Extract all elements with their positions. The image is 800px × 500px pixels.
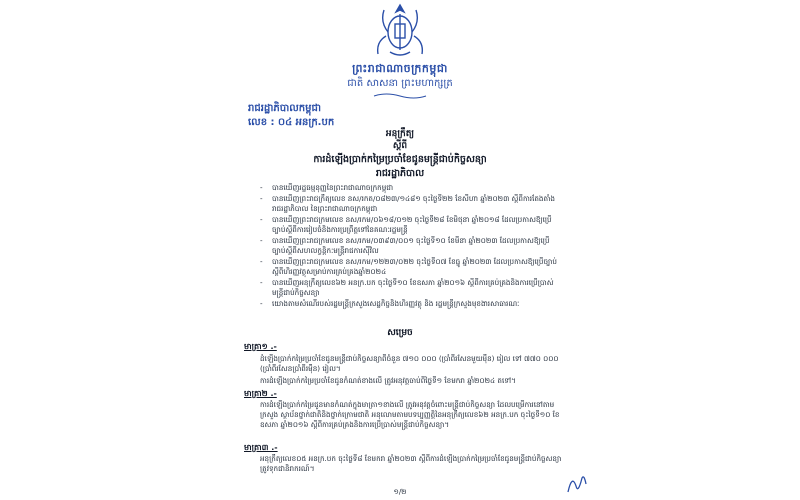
article-3-text: អនុក្រឹត្យលេខ០៥ អនក្រ.បក ចុះថ្ងៃទី៨ ខែមករា ឆ្នាំ២០២៣ ស្តីពីការដំឡើងប្រាក់កម្រៃប្រចាំខែជូនមន្ត្រីជាប់កិច្ចសន្យា ត្រូវទុកជានិរាករណ៍។ [260,454,562,473]
document-type: អនុក្រឹត្យ [385,129,415,139]
ornament-divider-icon [372,92,428,100]
initial-signature-icon [562,470,590,498]
article-2-label: មាត្រា២ .- [244,389,277,398]
concerning-label: ស្តីពី [392,141,408,151]
page-number: ១/២ [393,488,407,496]
article-1-text: ដំឡើងប្រាក់កម្រៃប្រចាំខែជូនមន្ត្រីជាប់កិច្ចសន្យាពីចំនួន ៧១០ ០០០ (ប្រាំពីរសែនមួយម៉ឺន) រៀល ទៅ ៧៧០ ០០០ (ប្រាំពីរសែនប្រាំពីរម៉ឺន) រៀល។ [260,354,559,373]
decision-heading: សម្រេច [387,328,413,338]
article-1-label: មាត្រា១ .- [244,342,277,351]
royal-emblem-icon [372,2,428,60]
article-3-label: មាត្រា៣ .- [244,443,278,452]
article-2-text: ការដំឡើងប្រាក់កម្រៃជូនមានកំណត់ក្នុងមាត្រា១ខាងលើ ត្រូវអនុវត្តចំពោះមន្ត្រីជាប់កិច្ចសន្យា ដែលបម្រើការនៅតាមក្រសួង ស្ថាប័នថ្នាក់ជាតិនិងថ្នាក់ក្រោមជាតិ អនុលោមតាមបទប្បញ្ញត្តិនៃអនុក្រឹត្យលេខ៦២ អនក្រ.បក ចុះថ្ងៃទី១០ ខែឧសភា ឆ្នាំ២០១៦ ស្តីពីការគ្រប់គ្រងនិងការប្រើប្រាស់មន្ត្រីជាប់កិច្ចសន្យា។ [260,400,560,429]
preamble-item: - បានឃើញព្រះរាជក្រមលេខ នស/រកម/១២២៣/០២២ ចុះថ្ងៃទី០៧ ខែធ្នូ ឆ្នាំ២០២៣ ដែលប្រកាសឱ្យប្រើច្បាប់ស្តីពីហិរញ្ញវត្ថុសម្រាប់ការគ្រប់គ្រងឆ្នាំ២០២៤ [260,257,560,277]
document-page [200,0,600,500]
national-motto: ជាតិ សាសនា ព្រះមហាក្សត្រ [347,78,453,89]
preamble-item: - បានឃើញព្រះរាជក្រឹត្យលេខ នស/រកត/០៨២៣/១៤៨១ ចុះថ្ងៃទី២២ ខែសីហា ឆ្នាំ២០២៣ ស្តីពីការតែងតាំងរាជរដ្ឋាភិបាល នៃព្រះរាជាណាចក្រកម្ពុជា [260,194,560,214]
preamble-item: - យោងតាមសំណើរបស់រដ្ឋមន្ត្រីក្រសួងសេដ្ឋកិច្ចនិងហិរញ្ញវត្ថុ និង រដ្ឋមន្ត្រីក្រសួងមុខងារសាធារណៈ [260,299,560,309]
authority-heading: រាជរដ្ឋាភិបាល [375,168,425,179]
article-1-text-2: ការដំឡើងប្រាក់កម្រៃប្រចាំខែជូនកំណត់ខាងលើ ត្រូវអនុវត្តចាប់ពីថ្ងៃទី១ ខែមករា ឆ្នាំ២០២៤ តទៅ។ [260,376,516,385]
kingdom-name: ព្រះរាជាណាចក្រកម្ពុជា [352,62,448,75]
issuing-government: រាជរដ្ឋាភិបាលកម្ពុជា [248,103,321,114]
preamble-list [260,183,560,310]
preamble-item: - បានឃើញរដ្ឋធម្មនុញ្ញនៃព្រះរាជាណាចក្រកម្ពុជា [260,183,560,193]
preamble-item: - បានឃើញព្រះរាជក្រមលេខ នស/រកម/០៦១៨/០១២ ចុះថ្ងៃទី២៨ ខែមិថុនា ឆ្នាំ២០១៨ ដែលប្រកាសឱ្យប្រើច្បាប់ស្តីពីការរៀបចំនិងការប្រព្រឹត្តទៅនៃគណៈរដ្ឋមន្ត្រី [260,215,560,235]
document-number: លេខ : ០៤ អនក្រ.បក [248,117,335,128]
document-subject: ការដំឡើងប្រាក់កម្រៃប្រចាំខែជូនមន្ត្រីជាប់កិច្ចសន្យា [313,154,487,165]
preamble-item: - បានឃើញព្រះរាជក្រមលេខ នស/រកម/០៣៩៣/០០១ ចុះថ្ងៃទី១០ ខែមីនា ឆ្នាំ២០២៣ ដែលប្រកាសឱ្យប្រើច្បាប់ស្តីពីសហលក្ខន្តិកៈមន្ត្រីរាជការស៊ីវិល [260,236,560,256]
preamble-item: - បានឃើញអនុក្រឹត្យលេខ៦២ អនក្រ.បក ចុះថ្ងៃទី១០ ខែឧសភា ឆ្នាំ២០១៦ ស្តីពីការគ្រប់គ្រងនិងការប្រើប្រាស់មន្ត្រីជាប់កិច្ចសន្យា [260,278,560,298]
